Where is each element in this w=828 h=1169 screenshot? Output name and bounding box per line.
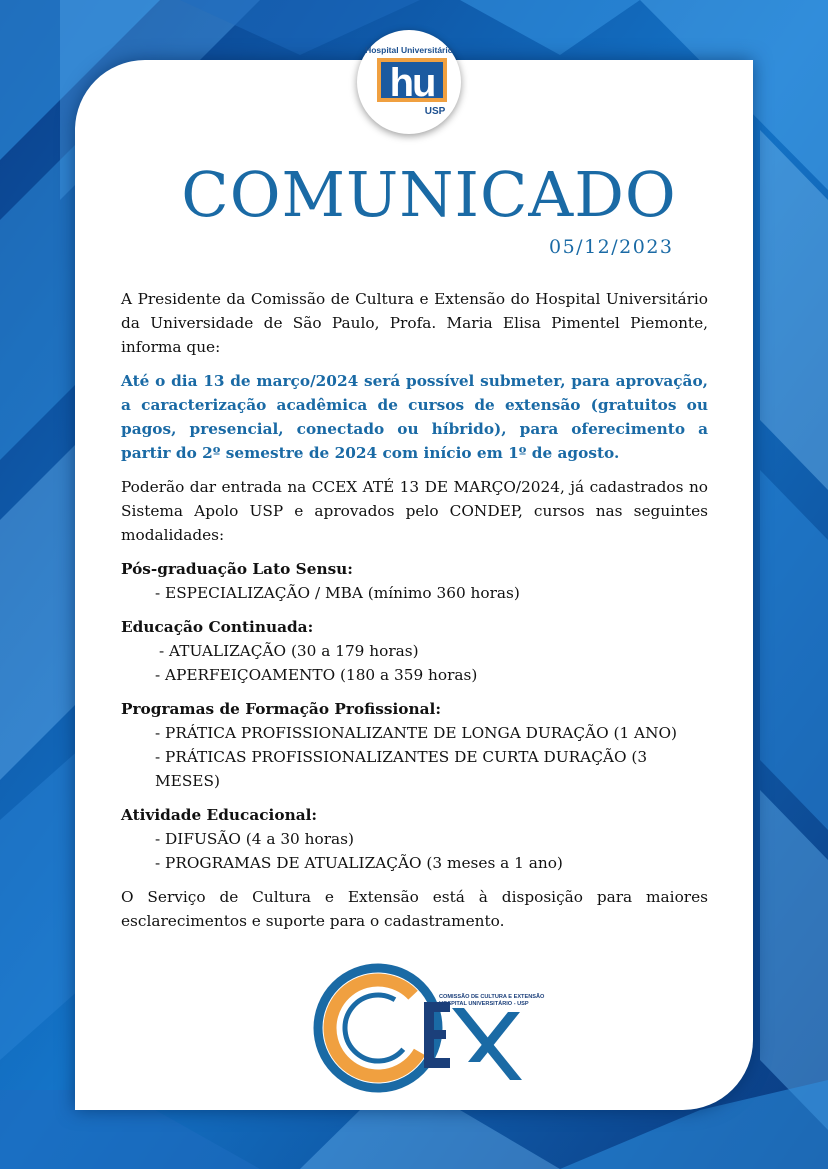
- section-title: Programas de Formação Profissional:: [121, 700, 441, 718]
- hospital-universitario-logo: [357, 30, 461, 134]
- section-lato-sensu: [121, 557, 708, 605]
- intro-paragraph: A Presidente da Comissão de Cultura e Extensão do Hospital Universitário da Universidade de São Paulo, Profa. Maria Elisa Pimentel Piemonte, informa que:: [121, 290, 708, 356]
- logo-bottom-text: USP: [424, 106, 446, 117]
- list-item: - PRÁTICAS PROFISSIONALIZANTES DE CURTA DURAÇÃO (3 MESES): [155, 748, 648, 790]
- highlight-paragraph: Até o dia 13 de março/2024 será possível submeter, para aprovação, a caracterização acadêmica de cursos de extensão (gratuitos ou pagos, presencial, conectado ou híbrido), para oferecimento a partir do 2º semestre de 2024 com início em 1º de agosto.: [121, 372, 708, 462]
- cex-line1: COMISSÃO DE CULTURA E EXTENSÃO: [439, 994, 545, 1000]
- document-date: 05/12/2023: [549, 236, 674, 258]
- ccex-logo: [312, 962, 545, 1094]
- document-body: [121, 287, 708, 933]
- list-item: - ATUALIZAÇÃO (30 a 179 horas): [159, 642, 419, 660]
- list-item: - DIFUSÃO (4 a 30 horas): [155, 830, 354, 848]
- section-title: Atividade Educacional:: [121, 806, 318, 824]
- closing-paragraph: O Serviço de Cultura e Extensão está à disposição para maiores esclarecimentos e suporte para o cadastramento.: [121, 888, 708, 930]
- cex-line2: HOSPITAL UNIVERSITÁRIO - USP: [439, 1001, 529, 1007]
- section-formacao-profissional: [121, 697, 708, 793]
- modalities-paragraph: Poderão dar entrada na CCEX ATÉ 13 DE MARÇO/2024, já cadastrados no Sistema Apolo USP e aprovados pelo CONDEP, cursos nas seguintes modalidades:: [121, 478, 708, 544]
- section-educacao-continuada: [121, 615, 708, 687]
- section-title: Pós-graduação Lato Sensu:: [121, 560, 353, 578]
- list-item: - ESPECIALIZAÇÃO / MBA (mínimo 360 horas): [155, 584, 520, 602]
- list-item: - PROGRAMAS DE ATUALIZAÇÃO (3 meses a 1 ano): [155, 854, 563, 872]
- logo-letters: hu: [389, 61, 435, 105]
- logo-top-text: Hospital Universitário: [365, 45, 453, 55]
- section-title: Educação Continuada:: [121, 618, 314, 636]
- section-atividade-educacional: [121, 803, 708, 875]
- list-item: - PRÁTICA PROFISSIONALIZANTE DE LONGA DURAÇÃO (1 ANO): [155, 724, 677, 742]
- page-title: COMUNICADO: [181, 158, 677, 231]
- list-item: - APERFEIÇOAMENTO (180 a 359 horas): [155, 666, 478, 684]
